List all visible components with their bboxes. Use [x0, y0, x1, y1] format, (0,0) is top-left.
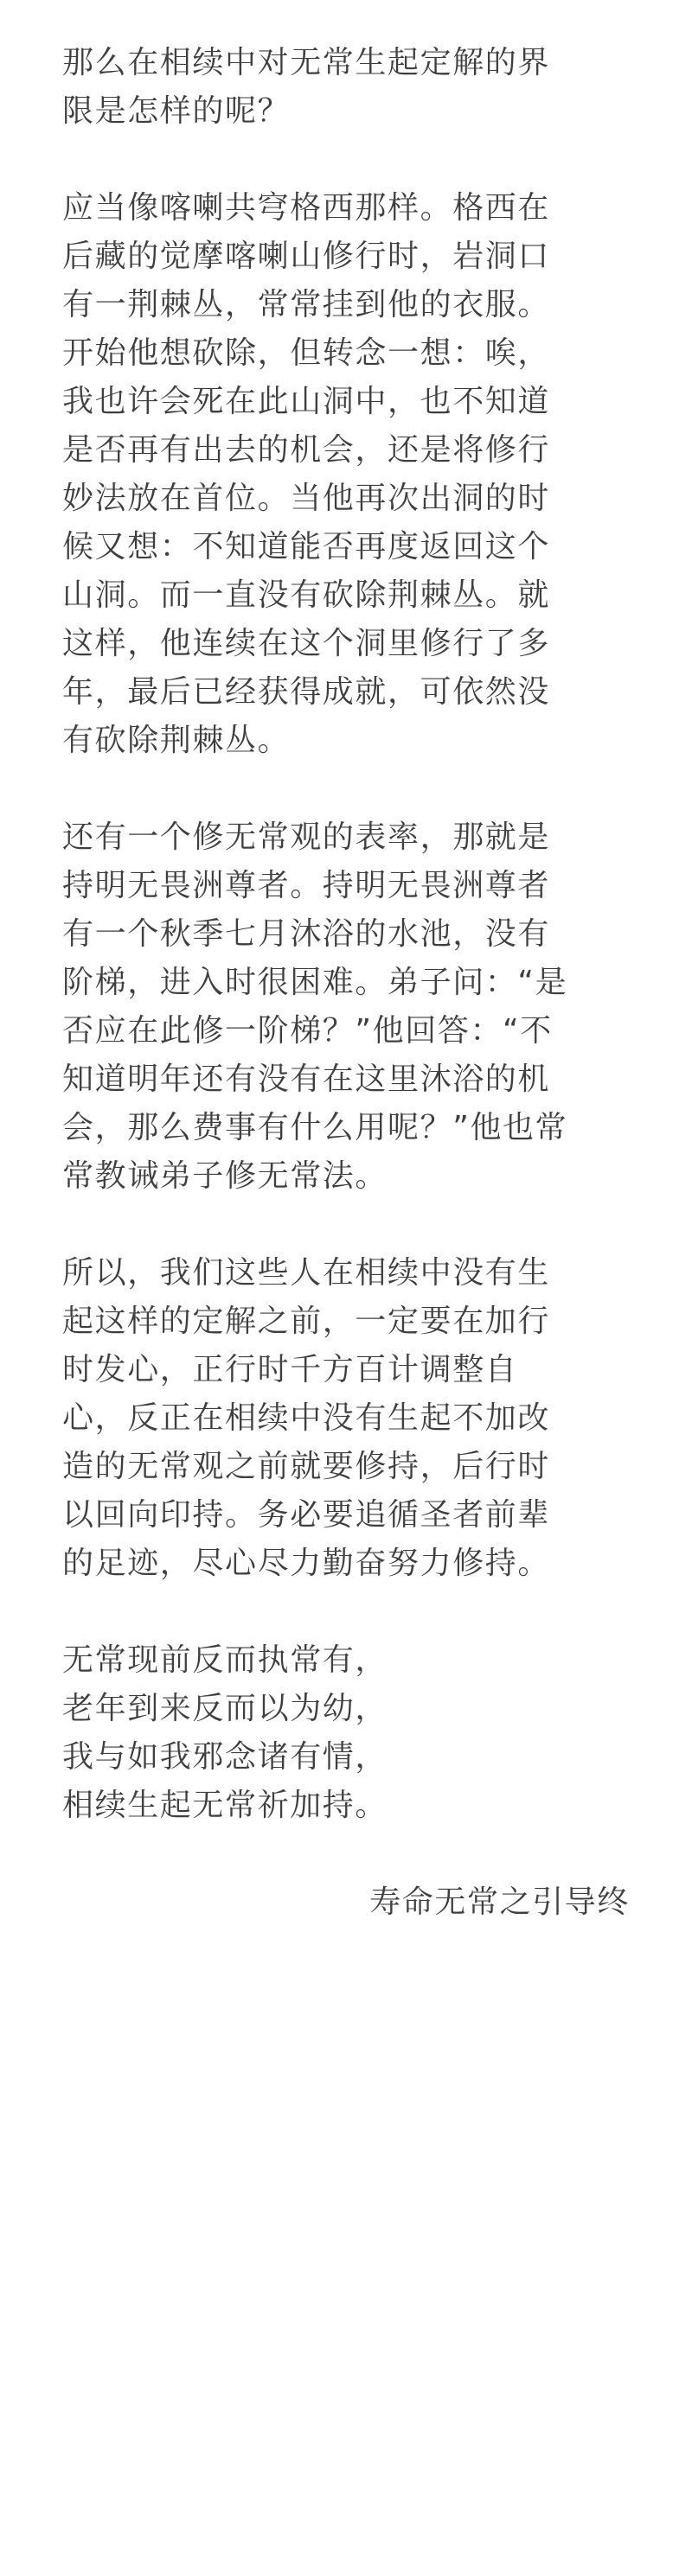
question-paragraph: 那么在相续中对无常生起定解的界 限是怎样的呢？	[62, 45, 551, 129]
paragraph-gap	[62, 1830, 630, 1878]
paragraph-gap	[62, 136, 630, 184]
paragraph-practice: 所以，我们这些人在相续中没有生 起这样的定解之前，一定要在加行 时发心，正行时千方百计调整自 心，反正在相续中没有生起不加改 造的无常观之前就要修持，后行时 以回向印持。务必要追循圣者前辈 的足迹，尽心尽力勤奋努力修持。	[62, 1255, 551, 1581]
closing-line: 寿命无常之引导终	[369, 1884, 630, 1920]
prayer-verse: 无常现前反而执常有， 老年到来反而以为幼， 我与如我邪念诸有情， 相续生起无常祈加持。	[62, 1642, 388, 1823]
paragraph-geshe: 应当像喀喇共穹格西那样。格西在 后藏的觉摩喀喇山修行时，岩洞口 有一荆棘丛，常常挂到他的衣服。 开始他想砍除，但转念一想：唉， 我也许会死在此山洞中，也不知道 是否再有出去的机会，还是将修行 妙法放在首位。当他再次出洞的时 候又想：不知道能否再度返回这个 山洞。而一直没有砍除荆棘丛。就 这样，他连续在这个洞里修行了多 年，最后已经获得成就，可依然没 有砍除荆棘丛。	[62, 190, 551, 758]
paragraph-gap	[62, 1201, 630, 1249]
paragraph-gap	[62, 765, 630, 813]
paragraph-jigme-lingpa: 还有一个修无常观的表率，那就是 持明无畏洲尊者。持明无畏洲尊者 有一个秋季七月沐浴的水池，没有 阶梯，进入时很困难。弟子问：“是 否应在此修一阶梯？”他回答：“不 知道明年还有没有在这里沐浴的机 会，那么费事有什么用呢？”他也常 常教诫弟子修无常法。	[62, 819, 568, 1194]
paragraph-gap	[62, 1588, 630, 1636]
